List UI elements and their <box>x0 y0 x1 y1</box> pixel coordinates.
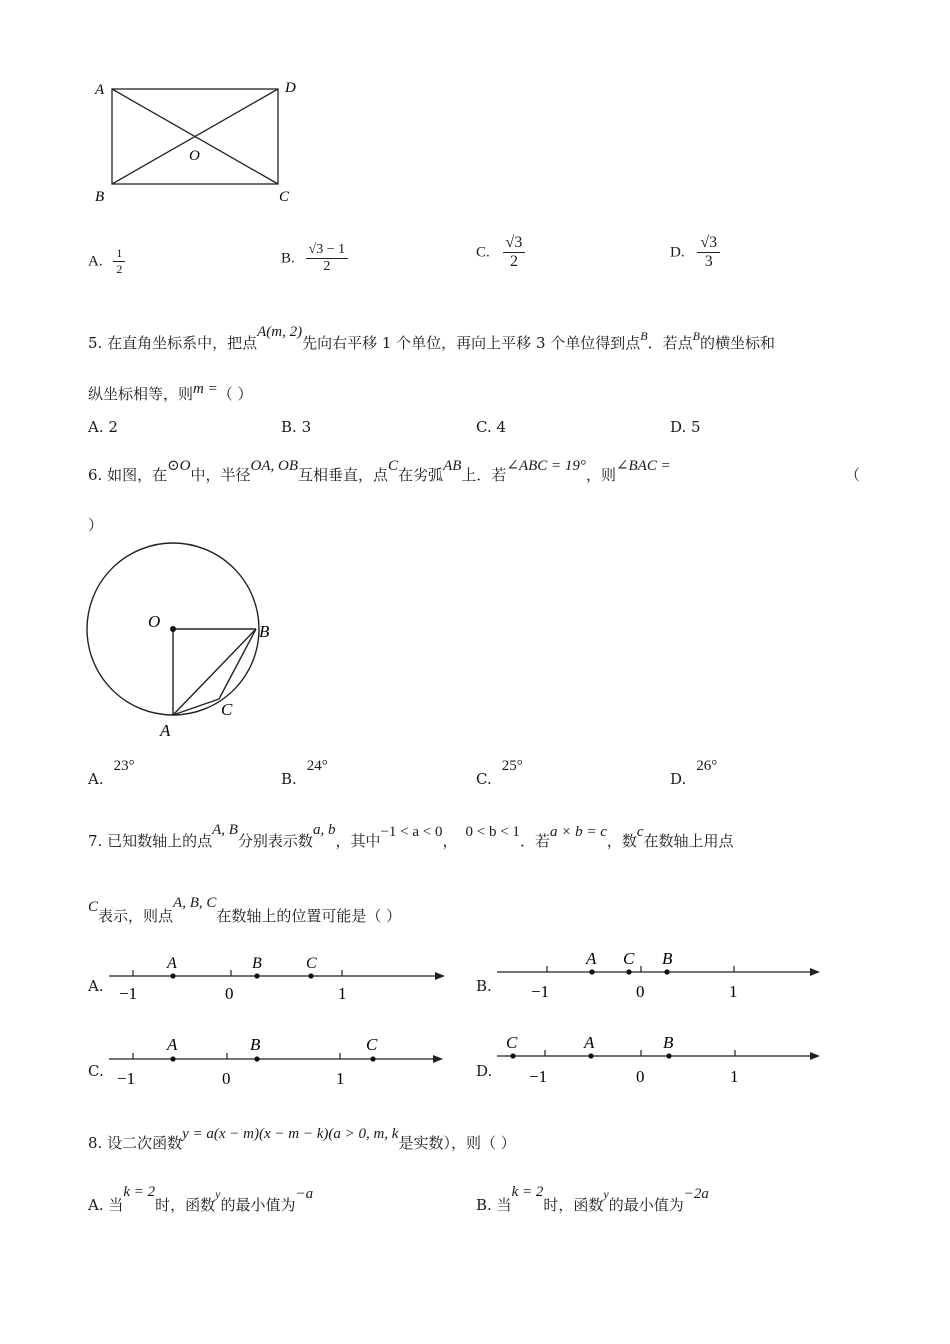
point-label: C <box>306 955 317 972</box>
tick-label: 0 <box>636 982 645 1001</box>
fraction: $\frac{1}{2}$ <box>113 246 125 277</box>
tick-label: 1 <box>338 984 347 1003</box>
tick-label: 1 <box>336 1069 345 1088</box>
circle-label-b: B <box>259 622 270 641</box>
point-label: A <box>167 1035 178 1054</box>
point-label: A <box>584 1033 595 1052</box>
point-label: B <box>252 955 262 972</box>
q7-option-b-label: B. <box>476 977 492 995</box>
question-7-line-1: 7. 已知数轴上的点A, B分别表示数a, b，其中−1 < a < 0， 0 < b < 1．若a × b = c，数c在数轴上用点 <box>88 822 734 850</box>
fraction: $\frac{√3}{3}$ <box>697 234 720 271</box>
rect-label-o: O <box>189 148 200 164</box>
q6-option-a: A.23° <box>88 758 135 788</box>
q4-option-c: C. $\frac{√3}{2}$ <box>476 234 525 271</box>
tick-label: −1 <box>117 1069 136 1088</box>
point-label: B <box>663 1033 674 1052</box>
tick-label: 0 <box>636 1067 645 1086</box>
circle-diagram <box>80 538 290 743</box>
q8-option-a: A. 当k = 2时，函数$^y$的最小值为−a <box>88 1184 314 1214</box>
circle-label-o: O <box>148 612 161 631</box>
circle-label-c: C <box>221 700 233 719</box>
circle-label-a: A <box>160 721 171 740</box>
q4-option-a: A. $\frac{1}{2}$ <box>88 246 125 277</box>
point-label: A <box>167 955 177 972</box>
tick-label: 1 <box>729 982 738 1001</box>
q7-number-line-b <box>495 945 830 1005</box>
question-6-line-2: ） <box>88 516 104 534</box>
tick-label: −1 <box>119 984 138 1003</box>
question-5-line-1: 5. 在直角坐标系中，把点A(m, 2)先向右平移 1 个单位，再向上平移 3 个单位得到点$^B$．若点$^B$的横坐标和 <box>88 324 775 352</box>
tick-label: 0 <box>222 1069 231 1088</box>
rect-label-d: D <box>285 80 296 96</box>
tick-label: −1 <box>531 982 550 1001</box>
point-label: A <box>586 949 597 968</box>
rectangle-diagram <box>85 72 315 212</box>
q5-option-b: B. 3 <box>281 418 312 436</box>
tick-label: −1 <box>529 1067 548 1086</box>
q7-option-a-label: A. <box>88 977 104 995</box>
point-label: C <box>623 949 635 968</box>
q8-option-b: B. 当k = 2时，函数$^y$的最小值为−2a <box>476 1184 709 1214</box>
rect-label-c: C <box>279 189 290 205</box>
question-6-paren-open: （ <box>845 466 861 484</box>
q7-number-line-d <box>495 1028 830 1090</box>
q7-number-line-c <box>105 1030 450 1090</box>
q6-option-b: B.24° <box>281 758 328 788</box>
q4-option-b: B. $\frac{√3 - 1}{2}$ <box>281 242 348 275</box>
q7-option-c-label: C. <box>88 1062 104 1080</box>
point-label: B <box>250 1035 261 1054</box>
question-5-line-2: 纵坐标相等，则m =（ ） <box>88 381 253 403</box>
rect-label-a: A <box>95 82 105 98</box>
tick-label: 1 <box>730 1067 739 1086</box>
q6-option-d: D.26° <box>670 758 718 788</box>
question-6-line-1: 6. 如图，在⊙O中，半径OA, OB互相垂直，点C在劣弧AB上．若∠ABC = 19°，则∠BAC = <box>88 458 671 484</box>
question-7-line-2: C表示，则点A, B, C在数轴上的位置可能是（ ） <box>88 895 402 925</box>
q6-option-c: C.25° <box>476 758 523 788</box>
point-label: C <box>366 1035 378 1054</box>
rect-label-b: B <box>95 189 105 205</box>
point-label: B <box>662 949 673 968</box>
fraction: $\frac{√3 - 1}{2}$ <box>306 242 349 275</box>
fraction: $\frac{√3}{2}$ <box>503 234 526 271</box>
tick-label: 0 <box>225 984 234 1003</box>
q5-option-a: A. 2 <box>88 418 118 436</box>
q5-option-c: C. 4 <box>476 418 507 436</box>
point-label: C <box>506 1033 518 1052</box>
q7-option-d-label: D. <box>476 1062 493 1080</box>
q4-option-d: D. $\frac{√3}{3}$ <box>670 234 720 271</box>
q5-option-d: D. 5 <box>670 418 701 436</box>
question-8-line-1: 8. 设二次函数y = a(x − m)(x − m − k)(a > 0, m, k是实数），则（ ） <box>88 1126 516 1152</box>
q7-number-line-a <box>105 950 455 1005</box>
